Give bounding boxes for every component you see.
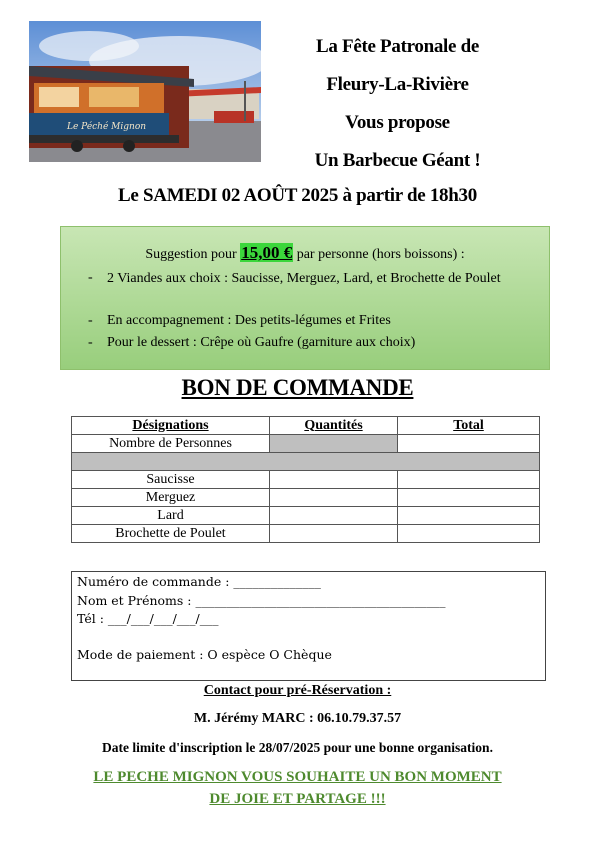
contact-heading: Contact pour pré-Réservation :: [203, 683, 392, 698]
menu-item-2: En accompagnement : Des petits-légumes et Frites: [107, 313, 391, 328]
item-label: Saucisse: [72, 471, 270, 489]
total-cell[interactable]: [398, 489, 540, 507]
closing-message-line-2: DE JOIE ET PARTAGE !!!: [209, 791, 386, 807]
food-truck-photo: [29, 21, 261, 162]
order-form-title: BON DE COMMANDE: [181, 375, 414, 400]
table-header-row: [72, 417, 540, 435]
suggestion-prefix: Suggestion pour: [145, 247, 241, 262]
event-date: Le SAMEDI 02 AOÛT 2025 à partir de 18h30: [118, 185, 477, 206]
table-row: [72, 507, 540, 525]
title-line-2: Fleury-La-Rivière: [326, 74, 469, 95]
payment-method-field[interactable]: Mode de paiement : O espèce O Chèque: [77, 647, 332, 662]
name-field[interactable]: Nom et Prénoms : ________________________________________: [77, 593, 446, 608]
phone-field[interactable]: Tél : ___/___/___/___/___: [77, 611, 219, 626]
registration-deadline: Date limite d'inscription le 28/07/2025 pour une bonne organisation.: [102, 740, 493, 755]
table-row: [72, 471, 540, 489]
table-row: [72, 489, 540, 507]
item-label: Merguez: [72, 489, 270, 507]
title-line-1: La Fête Patronale de: [315, 36, 480, 57]
suggestion-suffix: par personne (hors boissons) :: [293, 247, 465, 262]
persons-total-cell[interactable]: [398, 435, 540, 453]
table-row: [72, 525, 540, 543]
order-table: [71, 416, 540, 543]
header-designations: Désignations: [72, 417, 270, 435]
quantity-cell[interactable]: [270, 489, 398, 507]
separator-cell: [72, 453, 540, 471]
title-line-4: Un Barbecue Géant !: [314, 150, 481, 171]
menu-item-1: 2 Viandes aux choix : Saucisse, Merguez, Lard, et Brochette de Poulet: [107, 271, 501, 286]
header-quantites: Quantités: [270, 417, 398, 435]
separator-row: [72, 453, 540, 471]
quantity-cell[interactable]: [270, 525, 398, 543]
menu-item-3: Pour le dessert : Crêpe où Gaufre (garniture aux choix): [107, 335, 416, 350]
contact-person: M. Jérémy MARC : 06.10.79.37.57: [193, 711, 402, 726]
header-total: Total: [398, 417, 540, 435]
persons-label: Nombre de Personnes: [72, 435, 270, 453]
closing-message-line-1: LE PECHE MIGNON VOUS SOUHAITE UN BON MOMENT: [93, 769, 502, 785]
total-cell[interactable]: [398, 507, 540, 525]
price-badge: 15,00 €: [241, 243, 293, 262]
item-label: Lard: [72, 507, 270, 525]
item-label: Brochette de Poulet: [72, 525, 270, 543]
bullet-dash: -: [88, 313, 93, 328]
bullet-dash: -: [88, 335, 93, 350]
customer-info-box: [71, 571, 546, 681]
order-number-field[interactable]: Numéro de commande : ______________: [77, 574, 321, 589]
food-truck-illustration: [29, 21, 261, 162]
bullet-dash: -: [88, 270, 93, 285]
menu-suggestion-box: [60, 226, 550, 370]
quantity-cell[interactable]: [270, 507, 398, 525]
quantity-cell[interactable]: [270, 471, 398, 489]
table-row: [72, 435, 540, 453]
title-line-3: Vous propose: [345, 112, 450, 133]
persons-quantity-cell: [270, 435, 398, 453]
total-cell[interactable]: [398, 471, 540, 489]
total-cell[interactable]: [398, 525, 540, 543]
sign-text: Le Péché Mignon: [67, 122, 147, 132]
suggestion-line: [61, 243, 549, 263]
